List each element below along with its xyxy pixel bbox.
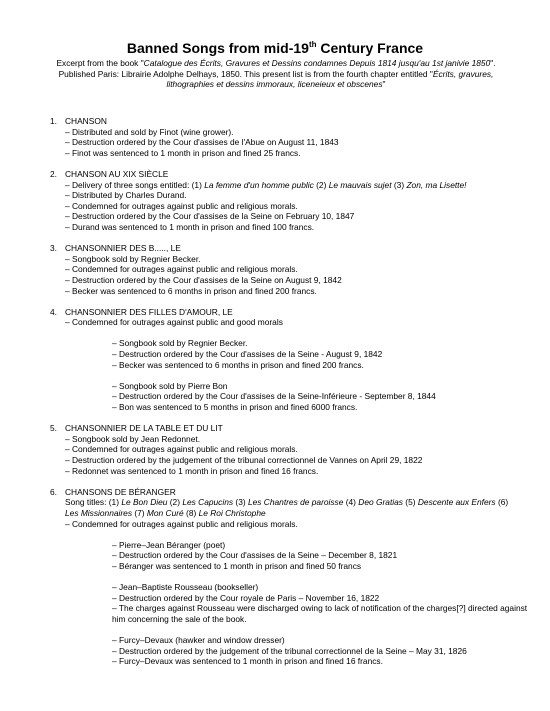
songs-separator: (4): [343, 497, 359, 508]
entry-number: 4.: [50, 306, 57, 317]
sub-group: [112, 635, 530, 667]
entry-heading: CHANSON: [65, 116, 107, 126]
intro-book-title: Catalogue des Écrits, Gravures et Dessins condamnes Depuis 1814 jusqu'au 1st janivie 1850: [143, 58, 491, 68]
title-superscript: th: [308, 40, 317, 49]
song-title: Descente aux Enfers: [417, 497, 496, 508]
entry-line: – Condemned for outrages against public and religious morals.: [65, 518, 298, 529]
songs-prefix: Song titles: (1): [65, 497, 122, 508]
title-tail: Century France: [316, 40, 424, 56]
delivery-prefix: – Delivery of three songs entitled: (1): [65, 179, 205, 190]
sub-line: – Destruction ordered by the Cour d'assises de la Seine – December 8, 1821: [112, 550, 398, 561]
entry-line: – Songbook sold by Regnier Becker.: [65, 253, 201, 264]
intro-text-2: ". Published Paris: Librairie Adolphe Delhays, 1850. This present list is from the fourth chapter entitled ": [58, 58, 496, 79]
sub-line: – Becker was sentenced to 6 months in prison and fined 200 francs.: [112, 359, 364, 370]
song-title: Les Missionnaires: [65, 507, 133, 518]
songs-separator: (2): [167, 497, 183, 508]
delivery-separator: (2): [313, 179, 329, 190]
songs-separator: (7): [132, 507, 147, 518]
banned-songs-list: [50, 116, 530, 677]
sub-line: – Béranger was sentenced to 1 month in prison and fined 50 francs: [112, 560, 362, 571]
sub-line: – Bon was sentenced to 5 months in prison and fined 6000 francs.: [112, 402, 358, 413]
song-title: Le Roi Christophe: [198, 507, 266, 518]
page-title: [0, 40, 550, 57]
intro-paragraph: [48, 58, 504, 90]
sub-line: – Jean–Baptiste Rousseau (bookseller): [112, 582, 259, 593]
entry-number: 5.: [50, 423, 57, 434]
sub-group: [112, 338, 530, 370]
sub-line: – Songbook sold by Pierre Bon: [112, 380, 228, 391]
songs-separator: (6): [495, 497, 509, 508]
entry-line: – Destruction ordered by the judgement of the tribunal correctionnel de Vannes on April 29, 1822: [65, 455, 423, 465]
sub-group: [112, 381, 530, 413]
sub-group: [112, 582, 530, 624]
title-text: Banned Songs from mid-19: [126, 40, 309, 56]
entry-line: – Destruction ordered by the Cour d'assises de l'Abue on August 11, 1843: [65, 137, 339, 148]
song-title: Deo Gratias: [358, 497, 403, 508]
entry-number: 3.: [50, 243, 57, 254]
entry-line: – Songbook sold by Jean Redonnet.: [65, 433, 201, 444]
song-title: Les Chantres de paroisse: [247, 497, 344, 508]
song-title: Zon, ma Lisette!: [406, 179, 467, 190]
entry-song-titles: [65, 497, 520, 518]
songs-separator: (5): [402, 497, 418, 508]
entry-heading: CHANSONNIER DE LA TABLE ET DU LIT: [65, 423, 223, 434]
entry-delivery-line: [65, 180, 520, 191]
sub-line: – Destruction ordered by the Cour d'assises de la Seine-Inférieure - September 8, 1844: [112, 391, 436, 402]
list-item: [50, 116, 530, 158]
entry-line: – Distributed by Charles Durand.: [65, 190, 187, 201]
entry-heading: CHANSONNIER DES FILLES D'AMOUR, LE: [65, 306, 233, 317]
entry-line: – Condemned for outrages against public and religious morals.: [65, 200, 298, 211]
sub-line: – The charges against Rousseau were discharged owing to lack of notification of the charges[?] directed against him concerning the sale of the book.: [112, 603, 528, 624]
entry-line: – Distributed and sold by Finot (wine grower).: [65, 126, 234, 137]
delivery-separator: (3): [391, 179, 407, 190]
list-item: [50, 307, 530, 413]
sub-line: – Furcy–Devaux was sentenced to 1 month in prison and fined 16 francs.: [112, 656, 383, 667]
entry-heading: CHANSON AU XIX SIÈCLE: [65, 168, 169, 179]
intro-text-1: Excerpt from the book ": [56, 58, 144, 68]
entry-line: – Condemned for outrages against public and good morals: [65, 317, 283, 328]
sub-line: – Destruction ordered by the Cour d'assises de la Seine - August 9, 1842: [112, 349, 383, 360]
intro-text-3: ": [382, 79, 386, 90]
songs-separator: (8): [183, 507, 199, 518]
entry-line: – Condemned for outrages against public and religious morals.: [65, 444, 298, 455]
sub-line: – Destruction ordered by the judgement of the tribunal correctionnel de la Seine – May 31, 1826: [112, 645, 467, 656]
entry-number: 2.: [50, 168, 57, 179]
entry-number: 1.: [50, 116, 57, 126]
sub-line: – Songbook sold by Regnier Becker.: [112, 338, 248, 349]
song-title: La femme d'un homme public: [204, 179, 314, 190]
sub-line: – Destruction ordered by the Cour royale de Paris – November 16, 1822: [112, 592, 380, 603]
song-title: Le mauvais sujet: [328, 179, 392, 190]
song-title: Mon Curé: [146, 507, 184, 518]
sub-line: – Pierre–Jean Béranger (poet): [112, 539, 226, 550]
song-title: Les Capucins: [182, 497, 234, 508]
entry-line: – Condemned for outrages against public and religious morals.: [65, 264, 298, 275]
list-item: [50, 243, 530, 296]
songs-separator: (3): [233, 497, 248, 508]
entry-line: – Becker was sentenced to 6 months in prison and fined 200 francs.: [65, 285, 317, 296]
entry-line: – Durand was sentenced to 1 month in prison and fined 100 francs.: [65, 221, 315, 232]
sub-group: [112, 540, 530, 572]
entry-heading: CHANSONNIER DES B....., LE: [65, 243, 181, 254]
song-title: Le Bon Dieu: [121, 497, 168, 508]
entry-line: – Destruction ordered by the Cour d'assises de la Seine on August 9, 1842: [65, 274, 342, 285]
entry-line: – Redonnet was sentenced to 1 month in prison and fined 16 francs.: [65, 465, 319, 476]
list-item: [50, 169, 530, 233]
list-item: [50, 423, 530, 476]
list-item: [50, 487, 530, 667]
entry-heading: CHANSONS DE BÉRANGER: [65, 486, 176, 497]
sub-line: – Furcy–Devaux (hawker and window dresser): [112, 635, 285, 646]
entry-line: – Finot was sentenced to 1 month in prison and fined 25 francs.: [65, 147, 301, 158]
entry-number: 6.: [50, 486, 57, 497]
entry-line: – Destruction ordered by the Cour d'assises de la Seine on February 10, 1847: [65, 211, 355, 222]
intro-chapter-title: Écrits, gravures, lithographies et dessins immoraux, liceneieux et obscenes: [166, 68, 494, 90]
